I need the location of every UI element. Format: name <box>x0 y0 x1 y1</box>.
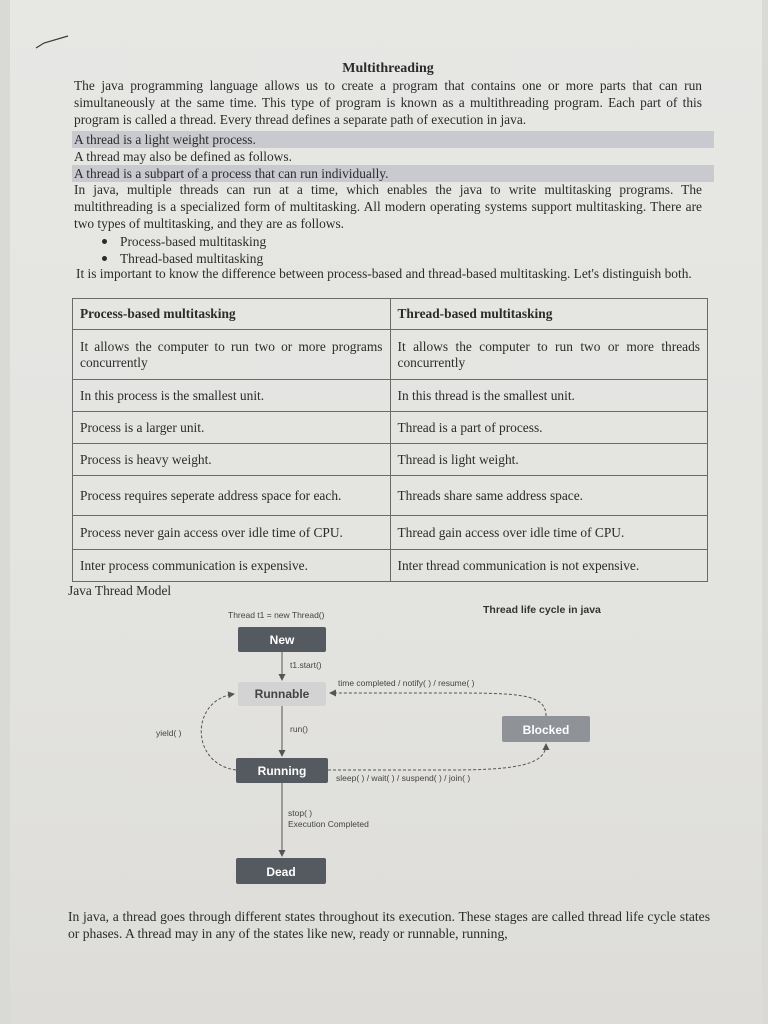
diagram-heading: Thread life cycle in java <box>483 604 601 616</box>
table-header: Thread-based multitasking <box>390 299 708 330</box>
runnable-state-label: Runnable <box>254 687 310 701</box>
new-state-label: New <box>269 633 295 647</box>
resume-label: time completed / notify( ) / resume( ) <box>338 678 475 688</box>
definition-line: A thread is a light weight process. <box>72 131 714 148</box>
table-cell: In this process is the smallest unit. <box>73 380 391 412</box>
table-cell: It allows the computer to run two or more threads concurrently <box>390 330 708 380</box>
running-state-label: Running <box>257 764 307 778</box>
table-cell: Thread is light weight. <box>390 444 708 476</box>
table-header-row <box>73 299 708 330</box>
completed-label: Execution Completed <box>288 819 369 829</box>
thread-creation-label: Thread t1 = new Thread() <box>228 610 325 620</box>
footer-paragraph: In java, a thread goes through different states throughout its execution. These stages are called thread life cycle states or phases. A thread may in any of the states like new, ready or runnable, running, <box>68 909 710 941</box>
list-item: Thread-based multitasking <box>98 250 266 267</box>
blocked-state-label: Blocked <box>522 723 570 737</box>
definition-line: A thread is a subpart of a process that can run individually. <box>72 165 714 182</box>
resume-arrow <box>330 693 546 716</box>
table-row <box>73 412 708 444</box>
multitasking-types-list <box>98 233 266 267</box>
table-cell: Thread is a part of process. <box>390 412 708 444</box>
table-cell: Inter thread communication is not expensive. <box>390 550 708 582</box>
table-row <box>73 476 708 516</box>
table-cell: Process is heavy weight. <box>73 444 391 476</box>
dead-state-label: Dead <box>266 865 296 879</box>
table-cell: Process requires seperate address space for each. <box>73 476 391 516</box>
table-cell: Threads share same address space. <box>390 476 708 516</box>
difference-paragraph: It is important to know the difference between process-based and thread-based multitasking. Let's distinguish both. <box>76 266 692 281</box>
block-arrow <box>328 744 546 770</box>
block-label: sleep( ) / wait( ) / suspend( ) / join( ) <box>336 773 471 783</box>
multitasking-paragraph: In java, multiple threads can run at a time, which enables the java to write multitasking programs. The multithreading is a specialized form of multitasking. All modern operating systems support multitasking. There are two types of multitasking, and they are as follows. <box>74 182 702 231</box>
table-cell: In this thread is the smallest unit. <box>390 380 708 412</box>
table-row <box>73 550 708 582</box>
yield-label: yield( ) <box>156 728 182 738</box>
table-cell: Thread gain access over idle time of CPU. <box>390 516 708 550</box>
table-cell: It allows the computer to run two or more programs concurrently <box>73 330 391 380</box>
yield-arrow <box>201 694 236 770</box>
table-row <box>73 330 708 380</box>
definition-line: A thread may also be defined as follows. <box>74 149 292 164</box>
pen-mark <box>34 34 70 50</box>
section-label: Java Thread Model <box>68 583 172 598</box>
definition-block <box>74 131 702 182</box>
comparison-table <box>72 298 708 582</box>
table-row <box>73 380 708 412</box>
table-cell: Process is a larger unit. <box>73 412 391 444</box>
table-row <box>73 444 708 476</box>
start-label: t1.start() <box>290 660 322 670</box>
table-cell: Inter process communication is expensive. <box>73 550 391 582</box>
stop-label: stop( ) <box>288 808 313 818</box>
thread-lifecycle-diagram <box>150 604 630 894</box>
table-cell: Process never gain access over idle time of CPU. <box>73 516 391 550</box>
intro-paragraph: The java programming language allows us to create a program that contains one or more parts that can run simultaneously at the same time. This type of program is known as a multithreading program. Each part of this program is called a thread. Every thread defines a separate path of execution in java. <box>74 78 702 127</box>
page-title: Multithreading <box>342 61 434 76</box>
table-header: Process-based multitasking <box>73 299 391 330</box>
run-label: run() <box>290 724 308 734</box>
table-row <box>73 516 708 550</box>
list-item: Process-based multitasking <box>98 233 266 250</box>
